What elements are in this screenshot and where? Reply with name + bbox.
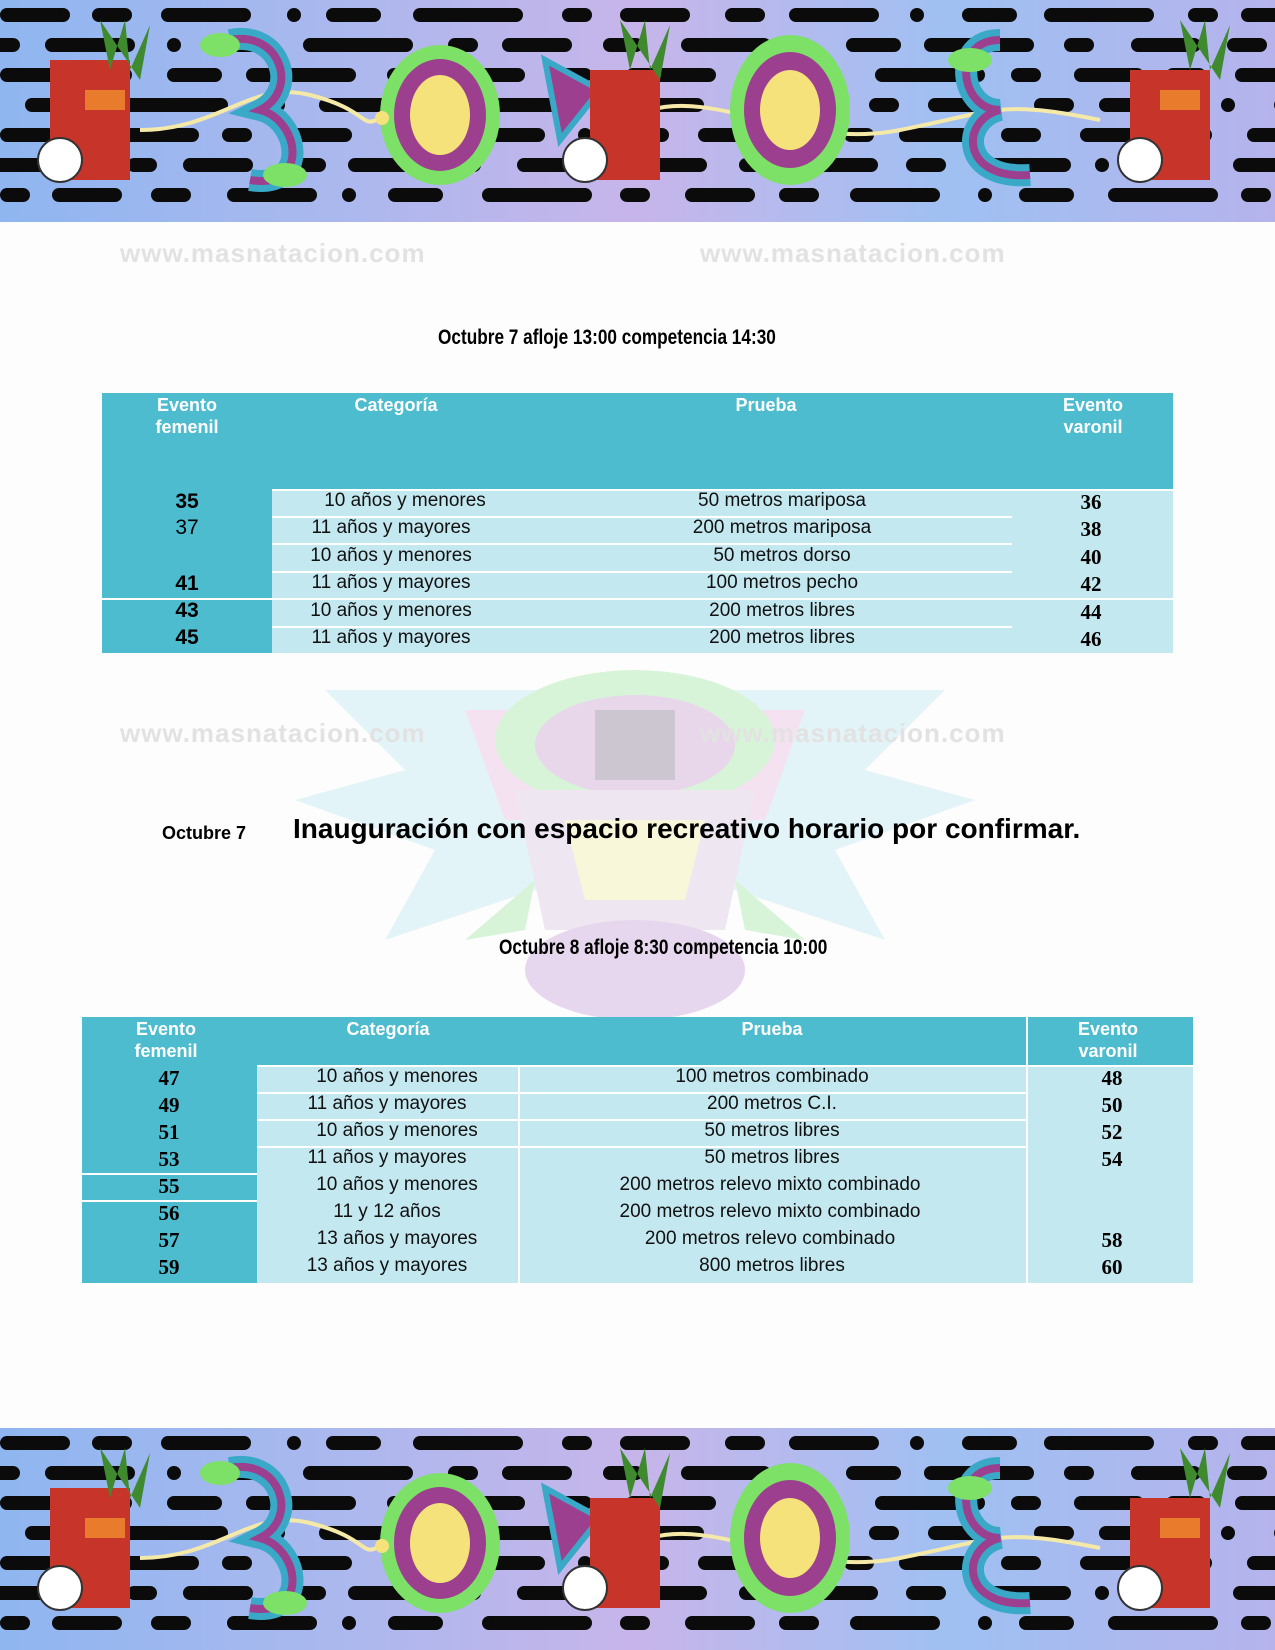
prueba-cell: 800 metros libres xyxy=(699,1255,845,1276)
header-evento-femenil: Evento femenil xyxy=(155,395,219,437)
categoria-cell: 10 años y menores xyxy=(310,545,472,566)
header-evento-femenil: Evento femenil xyxy=(134,1019,198,1061)
evento-varonil-number: 54 xyxy=(1101,1147,1123,1171)
evento-varonil-number: 38 xyxy=(1080,517,1102,541)
categoria-cell: 13 años y mayores xyxy=(306,1255,468,1276)
evento-varonil-number: 48 xyxy=(1101,1066,1123,1090)
prueba-cell: 200 metros libres xyxy=(709,627,855,648)
evento-varonil-number: 40 xyxy=(1080,545,1102,569)
evento-femenil-number: 41 xyxy=(175,572,199,595)
watermark: www.masnatacion.com xyxy=(700,238,1006,268)
header-evento-varonil: Evento varonil xyxy=(1077,1019,1138,1061)
watermark: www.masnatacion.com xyxy=(120,238,426,268)
evento-femenil-number: 45 xyxy=(175,626,199,649)
column-divider xyxy=(1026,1017,1028,1283)
evento-varonil-number: 36 xyxy=(1080,490,1102,514)
categoria-cell: 11 años y mayores xyxy=(311,517,471,538)
prueba-cell: 200 metros mariposa xyxy=(692,517,872,538)
column-divider xyxy=(518,1065,520,1283)
evento-femenil-number: 53 xyxy=(158,1147,180,1171)
header-evento-varonil: Evento varonil xyxy=(1062,395,1123,437)
header-prueba: Prueba xyxy=(735,395,797,415)
evento-varonil-number: 46 xyxy=(1080,627,1102,651)
categoria-cell: 10 años y menores xyxy=(310,600,472,621)
categoria-cell: 10 años y menores xyxy=(316,1174,478,1195)
evento-varonil-number: 44 xyxy=(1080,600,1102,624)
categoria-cell: 10 años y menores xyxy=(324,490,486,511)
evento-femenil-number: 49 xyxy=(158,1093,180,1117)
aztec-motif-icon xyxy=(0,0,1275,222)
top-decorative-banner xyxy=(0,0,1275,222)
prueba-cell: 50 metros libres xyxy=(704,1120,840,1141)
evento-varonil-number: 52 xyxy=(1101,1120,1123,1144)
categoria-cell: 11 y 12 años xyxy=(333,1201,441,1222)
prueba-cell: 50 metros mariposa xyxy=(698,490,866,511)
categoria-cell: 13 años y mayores xyxy=(316,1228,478,1249)
bottom-decorative-banner xyxy=(0,1428,1275,1650)
prueba-cell: 50 metros dorso xyxy=(713,545,851,566)
prueba-cell: 200 metros relevo combinado xyxy=(644,1228,896,1249)
evento-varonil-number: 58 xyxy=(1101,1228,1123,1252)
categoria-cell: 11 años y mayores xyxy=(307,1147,467,1168)
categoria-cell: 10 años y menores xyxy=(316,1120,478,1141)
evento-femenil-number: 56 xyxy=(158,1201,180,1225)
evento-varonil-number: 42 xyxy=(1080,572,1102,596)
prueba-cell: 100 metros pecho xyxy=(705,572,859,593)
prueba-cell: 200 metros libres xyxy=(709,600,855,621)
prueba-cell: 200 metros relevo mixto combinado xyxy=(619,1174,921,1195)
watermark: www.masnatacion.com xyxy=(700,718,1006,748)
evento-varonil-number: 50 xyxy=(1101,1093,1123,1117)
header-categoria: Categoría xyxy=(354,395,438,415)
table-header-row xyxy=(102,393,1173,489)
evento-femenil-number: 55 xyxy=(158,1174,180,1198)
evento-femenil-number: 57 xyxy=(158,1228,180,1252)
prueba-cell: 200 metros relevo mixto combinado xyxy=(619,1201,921,1222)
categoria-cell: 11 años y mayores xyxy=(307,1093,467,1114)
header-prueba: Prueba xyxy=(741,1019,803,1039)
prueba-cell: 200 metros C.I. xyxy=(707,1093,837,1114)
prueba-cell: 100 metros combinado xyxy=(675,1066,869,1087)
section2-title: Octubre 8 afloje 8:30 competencia 10:00 xyxy=(499,936,828,959)
evento-femenil-number: 37 xyxy=(175,516,199,539)
notice-date: Octubre 7 xyxy=(162,823,247,843)
header-categoria: Categoría xyxy=(346,1019,430,1039)
categoria-cell: 10 años y menores xyxy=(316,1066,478,1087)
categoria-cell: 11 años y mayores xyxy=(311,572,471,593)
evento-femenil-number: 47 xyxy=(158,1066,180,1090)
evento-femenil-number: 59 xyxy=(158,1255,180,1279)
prueba-cell: 50 metros libres xyxy=(704,1147,840,1168)
evento-femenil-number: 51 xyxy=(158,1120,180,1144)
watermark: www.masnatacion.com xyxy=(120,718,426,748)
notice-text: Inauguración con espacio recreativo horario por confirmar. xyxy=(293,813,1081,844)
evento-femenil-number: 35 xyxy=(175,490,199,513)
evento-femenil-number: 43 xyxy=(175,599,199,622)
categoria-cell: 11 años y mayores xyxy=(311,627,471,648)
section1-title: Octubre 7 afloje 13:00 competencia 14:30 xyxy=(438,326,776,349)
aztec-motif-icon xyxy=(0,1428,1275,1650)
evento-varonil-number: 60 xyxy=(1101,1255,1123,1279)
